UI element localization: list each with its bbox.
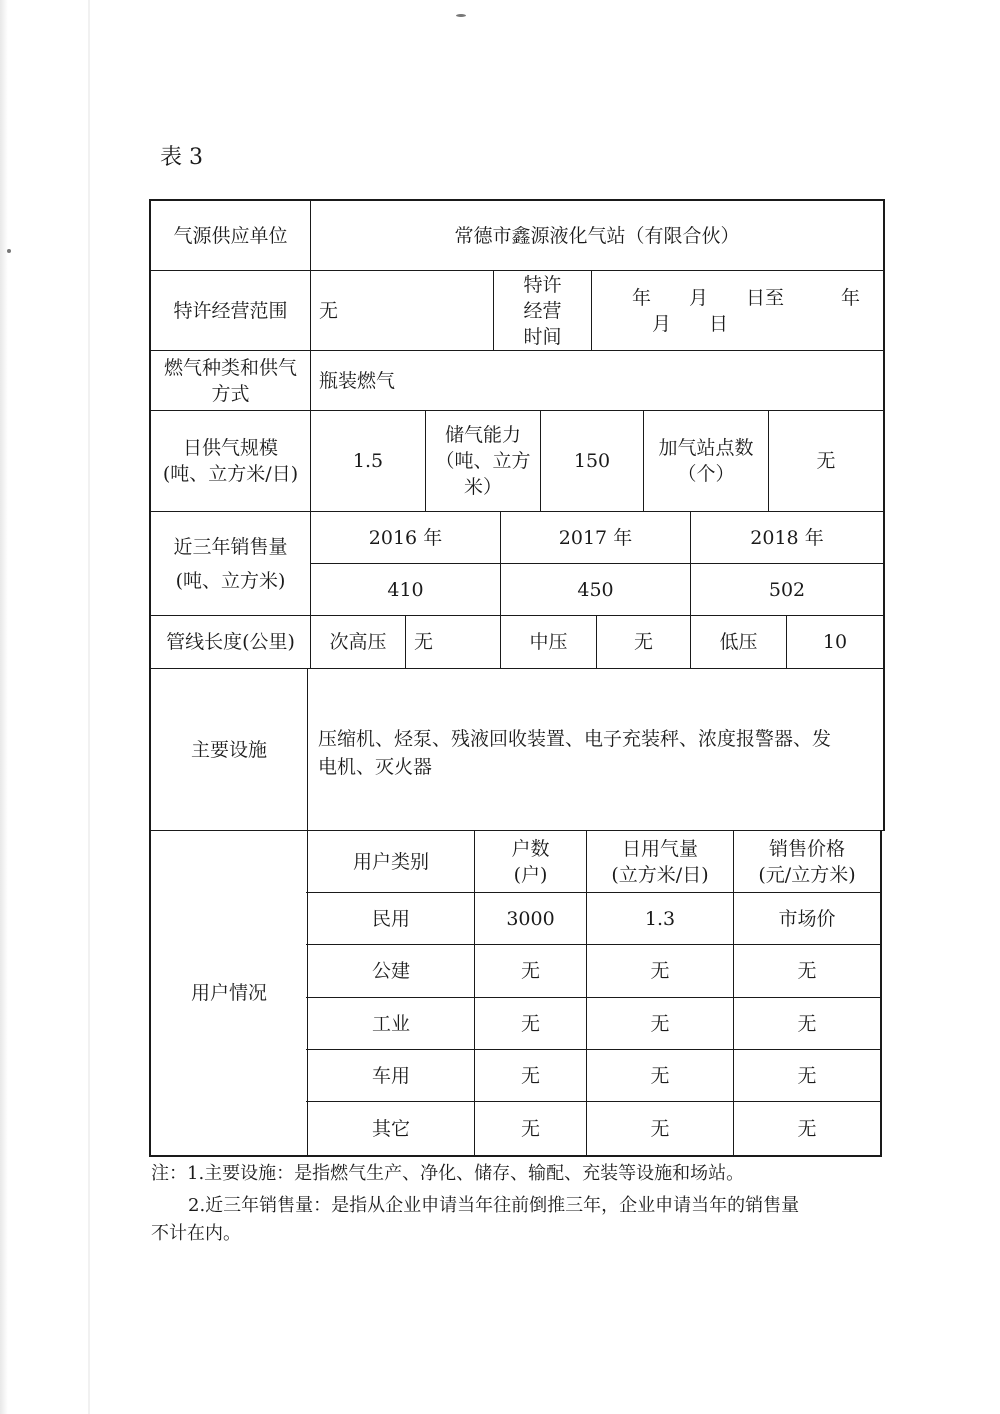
pipeline-type: 中压	[529, 631, 568, 653]
users-header-households	[475, 831, 586, 892]
users-cell: 无	[650, 1117, 670, 1140]
users-cell: 无	[797, 1117, 817, 1140]
scan-speck	[7, 249, 11, 253]
page-fold-line	[88, 0, 90, 1414]
scan-speck	[456, 14, 466, 17]
storage-label-line: 储气能力	[444, 424, 521, 446]
supplier-label: 气源供应单位	[173, 224, 288, 247]
sales-value: 450	[577, 578, 614, 601]
sales-label-line: 近三年销售量	[173, 535, 288, 558]
users-cell: 无	[797, 1064, 817, 1087]
daily-supply-label	[151, 411, 310, 511]
users-cell: 无	[520, 960, 540, 982]
franchise-scope-value: 无	[319, 299, 339, 322]
users-header-category: 用户类别	[352, 850, 429, 873]
users-cell: 公建	[371, 960, 410, 982]
users-header-line: (户)	[513, 863, 548, 886]
sales-value: 502	[768, 578, 806, 601]
sales-year: 2017 年	[558, 526, 633, 549]
note-line: 注：1.主要设施：是指燃气生产、净化、储存、输配、充装等设施和场站。	[151, 1163, 745, 1184]
facilities-value	[318, 725, 880, 781]
pipeline-type: 次高压	[329, 631, 387, 653]
users-cell: 无	[520, 1064, 540, 1087]
gas-type-label-line: 燃气种类和供气	[163, 356, 297, 379]
sales-value: 410	[387, 578, 424, 601]
users-cell: 无	[797, 1012, 817, 1035]
users-header-line: 销售价格	[768, 837, 845, 860]
users-cell: 工业	[371, 1012, 410, 1035]
users-header-line: 日用气量	[621, 837, 698, 860]
storage-label-line: （吨、立方	[435, 450, 531, 472]
franchise-time-label	[494, 271, 591, 350]
users-header-daily-use	[587, 831, 733, 892]
storage-value: 150	[573, 450, 611, 472]
daily-supply-label-line: (吨、立方米/日)	[162, 463, 299, 485]
storage-label-line: 米）	[463, 476, 502, 498]
users-cell: 无	[520, 1012, 540, 1035]
users-cell: 无	[650, 960, 670, 982]
users-header-line: (元/立方米)	[758, 863, 856, 886]
daily-supply-label-line: 日供气规模	[182, 437, 278, 459]
gas-type-value: 瓶装燃气	[319, 369, 396, 392]
users-label: 用户情况	[190, 982, 267, 1004]
pipeline-length: 无	[414, 631, 434, 653]
users-cell: 无	[797, 960, 817, 982]
users-cell: 无	[650, 1012, 670, 1035]
franchise-time-value-line-2: 月 日	[652, 313, 729, 335]
sales-year: 2016 年	[368, 526, 443, 549]
note-line: 2.近三年销售量：是指从企业申请当年往前倒推三年，企业申请当年的销售量	[188, 1195, 800, 1216]
gas-type-label-line: 方式	[211, 382, 250, 405]
daily-supply-value: 1.5	[352, 450, 384, 472]
supplier-value: 常德市鑫源液化气站（有限合伙）	[454, 224, 740, 247]
pipeline-type: 低压	[719, 631, 758, 653]
franchise-time-label-line: 时间	[523, 325, 562, 348]
sales-label	[151, 512, 310, 615]
sales-label-line: (吨、立方米)	[175, 569, 286, 592]
table-label: 表 3	[160, 145, 203, 170]
users-header-price	[734, 831, 880, 892]
note-line: 不计在内。	[151, 1223, 241, 1244]
facilities-label: 主要设施	[190, 738, 267, 761]
facilities-value-line: 压缩机、烃泵、残液回收装置、电子充装秤、浓度报警器、发	[318, 728, 832, 750]
users-cell: 1.3	[644, 907, 676, 930]
franchise-time-value-line-1: 年 月 日至 年	[632, 287, 861, 309]
stations-label	[644, 411, 768, 511]
stations-value: 无	[816, 450, 836, 472]
pipeline-length: 无	[633, 631, 653, 653]
users-cell: 3000	[506, 907, 555, 930]
users-cell: 无	[650, 1064, 670, 1087]
franchise-scope-label: 特许经营范围	[173, 299, 288, 322]
users-cell: 无	[520, 1117, 540, 1140]
pipeline-label: 管线长度(公里)	[166, 631, 295, 653]
sales-year: 2018 年	[750, 526, 824, 549]
pipeline-length: 10	[822, 631, 848, 653]
users-cell: 市场价	[778, 907, 836, 930]
facilities-value-line: 电机、灭火器	[318, 756, 433, 778]
franchise-time-label-line: 特许	[523, 273, 562, 296]
storage-label	[426, 411, 540, 511]
stations-label-line: 加气站点数	[658, 437, 754, 459]
users-header-line: 户数	[511, 837, 550, 860]
users-cell: 其它	[371, 1117, 410, 1140]
gas-type-label	[151, 351, 310, 410]
stations-label-line: （个）	[677, 463, 735, 485]
franchise-time-label-line: 经营	[523, 299, 562, 322]
page-edge-shadow	[0, 0, 8, 1414]
users-header-line: (立方米/日)	[611, 863, 709, 886]
users-cell: 民用	[371, 907, 410, 930]
users-cell: 车用	[371, 1064, 410, 1087]
